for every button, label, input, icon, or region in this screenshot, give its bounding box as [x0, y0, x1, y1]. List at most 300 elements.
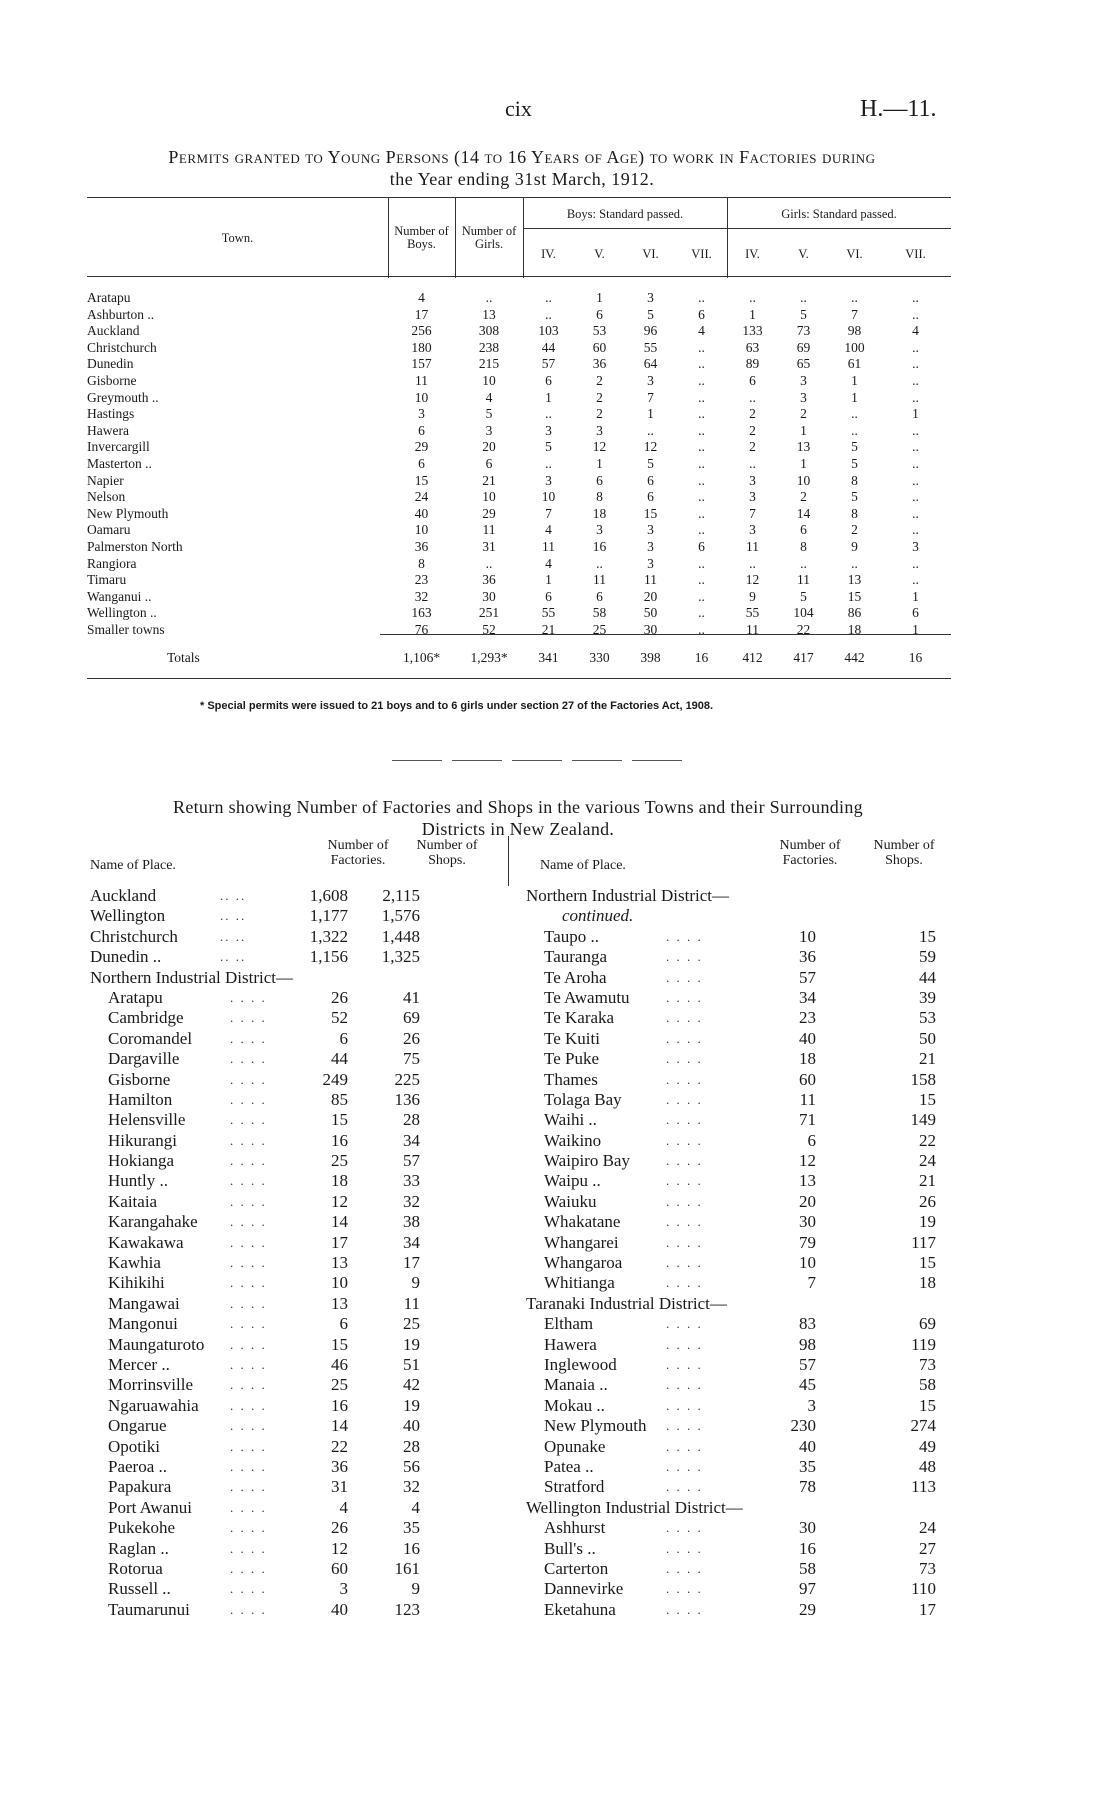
- shops-count: 58: [919, 1375, 936, 1395]
- leader-dots: . . . .: [666, 1153, 703, 1169]
- head-shops-right: Number of Shops.: [873, 838, 935, 868]
- leader-dots: . . . .: [230, 1153, 267, 1169]
- value-cell: 251: [478, 605, 500, 621]
- value-cell: 1: [545, 389, 552, 405]
- list-item: [526, 1049, 946, 1069]
- value-cell: 12: [745, 572, 760, 588]
- value-cell: 2: [749, 439, 756, 455]
- value-cell: ..: [698, 572, 705, 588]
- leader-dots: . . . .: [230, 1397, 267, 1413]
- value-cell: 1: [545, 572, 552, 588]
- value-cell: 157: [411, 356, 432, 372]
- list-item: [526, 1090, 946, 1110]
- list-item: [90, 1559, 500, 1579]
- factories-count: 1,608: [309, 886, 348, 905]
- shops-count: 19: [919, 1212, 936, 1232]
- list-item: [526, 1212, 946, 1232]
- head-name-left: Name of Place.: [90, 858, 176, 873]
- shops-count: 25: [403, 1314, 420, 1334]
- shops-count: 9: [411, 1273, 420, 1293]
- table-row: [87, 506, 951, 523]
- value-cell: 3: [912, 538, 919, 554]
- value-cell: 18: [847, 621, 862, 637]
- factories-count: 25: [331, 1375, 348, 1395]
- value-cell: 36: [414, 538, 429, 554]
- place-name: Whangarei: [544, 1232, 619, 1252]
- value-cell: ..: [698, 439, 705, 455]
- list-item: [526, 1396, 946, 1416]
- value-cell: 330: [589, 650, 610, 666]
- shops-count: 18: [919, 1273, 936, 1293]
- value-cell: ..: [545, 290, 552, 305]
- header-std: VII.: [905, 246, 926, 261]
- place-name: Rotorua: [108, 1558, 163, 1578]
- shops-count: 51: [403, 1354, 420, 1374]
- value-cell: ..: [698, 489, 705, 505]
- list-item: [526, 1539, 946, 1559]
- value-cell: ..: [698, 406, 705, 422]
- value-cell: 1,106*: [402, 650, 441, 666]
- shops-count: 2,115: [382, 886, 420, 905]
- list-item: [90, 1437, 500, 1457]
- place-name: Whangaroa: [544, 1253, 623, 1273]
- leader-dots: . . . .: [666, 1132, 703, 1148]
- shops-count: 32: [403, 1191, 420, 1211]
- value-cell: 25: [592, 621, 607, 637]
- shops-count: 4: [411, 1497, 420, 1517]
- shops-count: 113: [911, 1477, 936, 1497]
- list-item: [526, 1559, 946, 1579]
- shops-count: 35: [403, 1518, 420, 1538]
- leader-dots: . . . .: [666, 1479, 703, 1495]
- permits-title-line2: the Year ending 31st March, 1912.: [389, 169, 655, 189]
- shops-count: 225: [394, 1069, 420, 1089]
- value-cell: 29: [482, 505, 496, 521]
- value-cell: ..: [749, 290, 756, 305]
- factories-count: 18: [331, 1171, 348, 1191]
- place-name: Hawera: [544, 1334, 597, 1354]
- leader-dots: . . . .: [666, 1377, 703, 1393]
- value-cell: ..: [851, 406, 858, 422]
- shops-count: 19: [403, 1395, 420, 1415]
- factories-count: 25: [331, 1151, 348, 1171]
- place-name: Cambridge: [108, 1008, 184, 1028]
- value-cell: 6: [596, 472, 603, 488]
- value-cell: 18: [592, 505, 607, 521]
- value-cell: 6: [912, 605, 919, 621]
- value-cell: 86: [847, 605, 862, 621]
- value-cell: 7: [749, 505, 756, 521]
- value-cell: 9: [749, 588, 756, 604]
- list-item: [526, 1273, 946, 1293]
- place-name: Patea ..: [544, 1456, 594, 1476]
- value-cell: ..: [912, 290, 919, 305]
- factories-count: 40: [331, 1599, 348, 1619]
- factories-count: 98: [799, 1334, 816, 1354]
- return-left-column: [90, 886, 500, 1620]
- value-cell: 238: [478, 339, 500, 355]
- document-reference: H.—11.: [860, 96, 937, 122]
- value-cell: 58: [592, 605, 607, 621]
- value-cell: 52: [482, 621, 496, 637]
- factories-count: 230: [790, 1416, 816, 1436]
- shops-count: 161: [394, 1558, 420, 1578]
- list-item: [526, 968, 946, 988]
- town-cell: Christchurch: [87, 339, 157, 355]
- place-name: Mercer ..: [108, 1354, 170, 1374]
- factories-count: 57: [799, 1354, 816, 1374]
- value-cell: ..: [698, 290, 705, 305]
- value-cell: 21: [482, 472, 496, 488]
- value-cell: 6: [485, 455, 493, 471]
- list-item: [90, 1498, 500, 1518]
- value-cell: 2: [596, 372, 603, 388]
- town-cell: Oamaru: [87, 522, 131, 538]
- header-std: VI.: [642, 246, 659, 261]
- place-name: Huntly ..: [108, 1171, 168, 1191]
- leader-dots: . . . .: [230, 1438, 267, 1454]
- separator-rule: [512, 760, 562, 761]
- value-cell: 13: [796, 439, 811, 455]
- value-cell: 22: [796, 621, 811, 637]
- place-name: Inglewood: [544, 1354, 617, 1374]
- value-cell: 1: [851, 372, 858, 388]
- list-item: [90, 1314, 500, 1334]
- value-cell: 2: [851, 522, 858, 538]
- column-divider: [508, 836, 509, 886]
- value-cell: 31: [482, 538, 496, 554]
- list-item: [526, 1457, 946, 1477]
- town-cell: Hastings: [87, 406, 135, 422]
- shops-count: 50: [919, 1028, 936, 1048]
- value-cell: 6: [800, 522, 807, 538]
- value-cell: 98: [847, 323, 862, 339]
- leader-dots: . . . .: [230, 1193, 267, 1209]
- list-item: [90, 1539, 500, 1559]
- shops-count: 110: [911, 1579, 936, 1599]
- leader-dots: . . . .: [666, 1581, 703, 1597]
- table-row: [87, 473, 951, 490]
- shops-count: 24: [919, 1518, 936, 1538]
- table-row: [87, 439, 951, 456]
- shops-count: 9: [411, 1579, 420, 1599]
- factories-count: 46: [331, 1354, 348, 1374]
- factories-count: 15: [331, 1334, 348, 1354]
- place-name: Taranaki Industrial District—: [526, 1293, 727, 1313]
- list-item: [90, 1110, 500, 1130]
- header-std: VII.: [691, 246, 712, 261]
- factories-count: 11: [799, 1089, 816, 1109]
- value-cell: ..: [698, 455, 705, 471]
- place-name: Taupo ..: [544, 926, 599, 946]
- factories-count: 14: [331, 1416, 348, 1436]
- leader-dots: . . . .: [666, 1438, 703, 1454]
- value-cell: 76: [414, 621, 429, 637]
- value-cell: 10: [796, 472, 811, 488]
- value-cell: 24: [414, 489, 429, 505]
- value-cell: ..: [851, 555, 858, 571]
- shops-count: 42: [403, 1375, 420, 1395]
- place-name: Dunedin ..: [90, 947, 162, 967]
- town-cell: Hawera: [87, 422, 129, 438]
- shops-count: 49: [919, 1436, 936, 1456]
- value-cell: 96: [643, 323, 658, 339]
- value-cell: ..: [912, 356, 919, 372]
- separator-rule: [632, 760, 682, 761]
- leader-dots: . . . .: [230, 1560, 267, 1576]
- value-cell: 6: [545, 588, 552, 604]
- leader-dots: . . . .: [666, 1316, 703, 1332]
- factories-count: 36: [799, 947, 816, 967]
- value-cell: 61: [847, 356, 862, 372]
- value-cell: ..: [698, 505, 705, 521]
- value-cell: ..: [912, 372, 919, 388]
- place-name: Bull's ..: [544, 1538, 596, 1558]
- value-cell: 13: [847, 572, 862, 588]
- place-name: Mokau ..: [544, 1395, 605, 1415]
- value-cell: 10: [482, 489, 496, 505]
- place-name: Wellington Industrial District—: [526, 1497, 743, 1517]
- leader-dots: . . . .: [666, 1214, 703, 1230]
- value-cell: 103: [538, 323, 559, 339]
- place-name: Kawhia: [108, 1253, 161, 1273]
- value-cell: 163: [411, 605, 432, 621]
- value-cell: 5: [800, 306, 807, 322]
- shops-count: 1,325: [381, 947, 420, 967]
- value-cell: 40: [414, 505, 429, 521]
- town-cell: Dunedin: [87, 356, 134, 372]
- value-cell: 10: [414, 389, 429, 405]
- list-item: [90, 906, 500, 926]
- place-name: Waipiro Bay: [544, 1151, 630, 1171]
- list-item: [526, 1416, 946, 1436]
- place-name: Thames: [544, 1069, 598, 1089]
- value-cell: ..: [851, 290, 858, 305]
- leader-dots: . . . .: [666, 1091, 703, 1107]
- list-item: [526, 906, 946, 926]
- value-cell: 8: [418, 555, 425, 571]
- value-cell: 2: [749, 406, 756, 422]
- factories-count: 3: [339, 1579, 348, 1599]
- value-cell: 1: [851, 389, 858, 405]
- list-item: [526, 1008, 946, 1028]
- leader-dots: . . . .: [666, 1540, 703, 1556]
- leader-dots: . . . .: [230, 1540, 267, 1556]
- value-cell: 3: [418, 406, 425, 422]
- table-row: [87, 589, 951, 606]
- list-item: [90, 1600, 500, 1620]
- place-name: Gisborne: [108, 1069, 171, 1089]
- table-row: [87, 456, 951, 473]
- table-row: [87, 307, 951, 324]
- value-cell: ..: [800, 290, 807, 305]
- value-cell: 8: [800, 538, 807, 554]
- value-cell: ..: [912, 339, 919, 355]
- leader-dots: . . . .: [666, 1255, 703, 1271]
- value-cell: ..: [912, 489, 919, 505]
- value-cell: 2: [749, 422, 756, 438]
- factories-count: 6: [339, 1028, 348, 1048]
- town-cell: Invercargill: [87, 439, 150, 455]
- factories-count: 6: [339, 1314, 348, 1334]
- town-cell: Auckland: [87, 323, 140, 339]
- place-name: Te Karaka: [544, 1008, 615, 1028]
- permits-body: [87, 278, 951, 678]
- place-name: Mangonui: [108, 1314, 178, 1334]
- shops-count: 21: [919, 1049, 936, 1069]
- value-cell: ..: [698, 555, 705, 571]
- value-cell: 11: [797, 572, 810, 588]
- value-cell: 11: [415, 372, 428, 388]
- leader-dots: . . . .: [230, 1010, 267, 1026]
- town-cell: Aratapu: [87, 290, 131, 305]
- page-number: cix: [505, 96, 532, 121]
- factories-count: 79: [799, 1232, 816, 1252]
- shops-count: 1,448: [381, 926, 420, 946]
- list-item: [90, 1131, 500, 1151]
- value-cell: 8: [851, 505, 858, 521]
- factories-count: 1,322: [309, 926, 348, 946]
- value-cell: ..: [596, 555, 603, 571]
- shops-count: 119: [911, 1334, 936, 1354]
- value-cell: 417: [793, 650, 814, 666]
- factories-count: 30: [799, 1518, 816, 1538]
- value-cell: 398: [640, 650, 661, 666]
- place-name: Ngaruawahia: [108, 1395, 199, 1415]
- place-name: Kihikihi: [108, 1273, 165, 1293]
- leader-dots: . . . .: [230, 1214, 267, 1230]
- shops-count: 15: [919, 926, 936, 946]
- list-item: [526, 1600, 946, 1620]
- town-cell: Ashburton ..: [87, 306, 155, 322]
- list-item: [526, 1070, 946, 1090]
- value-cell: ..: [749, 455, 756, 471]
- place-name: Waiuku: [544, 1191, 597, 1211]
- value-cell: 55: [541, 605, 556, 621]
- factories-count: 36: [331, 1456, 348, 1476]
- value-cell: 3: [545, 422, 552, 438]
- separator-rule: [572, 760, 622, 761]
- value-cell: 16: [908, 650, 923, 666]
- head-factories-left: Number of Factories.: [327, 838, 389, 868]
- value-cell: ..: [912, 572, 919, 588]
- value-cell: ..: [698, 621, 705, 637]
- leader-dots: . . . .: [666, 1173, 703, 1189]
- leader-dots: . . . .: [230, 1458, 267, 1474]
- table-row: [87, 556, 951, 573]
- head-shops-left: Number of Shops.: [416, 838, 478, 868]
- shops-count: 15: [919, 1089, 936, 1109]
- separator-rule: [452, 760, 502, 761]
- table-row: [87, 373, 951, 390]
- leader-dots: . . . .: [230, 1030, 267, 1046]
- shops-count: 44: [919, 967, 936, 987]
- leader-dots: . . . .: [666, 1601, 703, 1617]
- value-cell: 6: [647, 489, 654, 505]
- leader-dots: . . . .: [230, 1234, 267, 1250]
- value-cell: 73: [796, 323, 811, 339]
- return-title: [88, 796, 948, 840]
- value-cell: 53: [592, 323, 607, 339]
- place-name: Dargaville: [108, 1049, 180, 1069]
- value-cell: 6: [749, 372, 756, 388]
- leader-dots: . . . .: [666, 989, 703, 1005]
- place-name: Christchurch: [90, 926, 178, 946]
- place-name: New Plymouth: [544, 1416, 647, 1436]
- list-item: [90, 1233, 500, 1253]
- place-name: Whitianga: [544, 1273, 615, 1293]
- place-name: Raglan ..: [108, 1538, 169, 1558]
- value-cell: ..: [800, 555, 807, 571]
- value-cell: 6: [418, 455, 425, 471]
- value-cell: 133: [742, 323, 763, 339]
- value-cell: ..: [698, 422, 705, 438]
- shops-count: 28: [403, 1436, 420, 1456]
- value-cell: 5: [851, 489, 858, 505]
- factories-count: 58: [799, 1558, 816, 1578]
- value-cell: 36: [482, 572, 496, 588]
- shops-count: 16: [403, 1538, 420, 1558]
- list-item: [526, 1375, 946, 1395]
- value-cell: 3: [800, 389, 807, 405]
- leader-dots: . . . .: [230, 1255, 267, 1271]
- value-cell: 60: [592, 339, 607, 355]
- value-cell: ..: [698, 522, 705, 538]
- factories-count: 15: [331, 1110, 348, 1130]
- value-cell: ..: [698, 339, 705, 355]
- list-item: [90, 886, 500, 906]
- leader-dots: . . . .: [230, 1173, 267, 1189]
- list-item: [526, 947, 946, 967]
- list-item: [90, 947, 500, 967]
- leader-dots: . . . .: [666, 1397, 703, 1413]
- leader-dots: . . . .: [666, 949, 703, 965]
- shops-count: 24: [919, 1151, 936, 1171]
- leader-dots: . . . .: [666, 1234, 703, 1250]
- value-cell: 3: [647, 372, 654, 388]
- value-cell: 3: [596, 522, 603, 538]
- shops-count: 32: [403, 1477, 420, 1497]
- leader-dots: . . . .: [666, 1418, 703, 1434]
- value-cell: 1: [800, 455, 807, 471]
- value-cell: 11: [482, 522, 496, 538]
- list-item: [90, 1477, 500, 1497]
- leader-dots: . . . .: [666, 969, 703, 985]
- shops-count: 136: [394, 1089, 420, 1109]
- return-title-line1: Return showing Number of Factories and Shops in the various Towns and their Surrounding: [173, 797, 863, 817]
- value-cell: 3: [647, 522, 654, 538]
- list-item: [90, 1335, 500, 1355]
- value-cell: 69: [796, 339, 811, 355]
- place-name: Kawakawa: [108, 1232, 184, 1252]
- factories-count: 13: [331, 1253, 348, 1273]
- separator-rule: [392, 760, 442, 761]
- value-cell: 442: [844, 650, 865, 666]
- town-cell: Smaller towns: [87, 621, 165, 637]
- place-name: Karangahake: [108, 1212, 198, 1232]
- town-cell: Nelson: [87, 489, 126, 505]
- value-cell: 16: [694, 650, 709, 666]
- place-name: Helensville: [108, 1110, 186, 1130]
- value-cell: 5: [647, 455, 654, 471]
- factories-count: 12: [799, 1151, 816, 1171]
- value-cell: 6: [596, 306, 603, 322]
- value-cell: 11: [746, 538, 759, 554]
- value-cell: 5: [851, 455, 858, 471]
- value-cell: 3: [749, 522, 756, 538]
- table-row: [87, 356, 951, 373]
- factories-count: 30: [799, 1212, 816, 1232]
